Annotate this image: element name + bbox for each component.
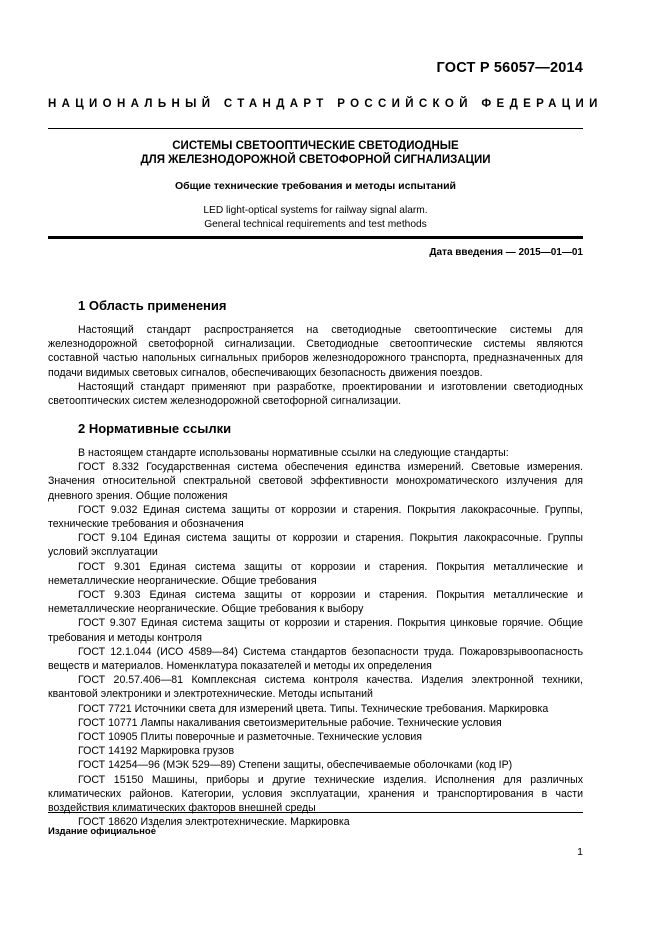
english-title [48,204,583,232]
section-2-heading: 2 Нормативные ссылки [78,421,232,436]
reference-item: ГОСТ 14254—96 (МЭК 529—89) Степени защиты, обеспечиваемые оболочками (код IP) [78,759,513,772]
introduction-date: Дата введения — 2015—01—01 [429,247,583,258]
reference-item: ГОСТ 9.307 Единая система защиты от коррозии и старения. Покрытия цинковые горячие. Общие требования и методы контроля [48,617,583,644]
reference-item: ГОСТ 9.303 Единая система защиты от коррозии и старения. Покрытия металлические и неметаллические неорганические. Общие требования к выбору [48,589,583,616]
reference-item: ГОСТ 18620 Изделия электротехнические. Маркировка [78,816,350,829]
reference-item: ГОСТ 7721 Источники света для измерений цвета. Типы. Технические требования. Маркировка [78,702,549,715]
reference-item: ГОСТ 12.1.044 (ИСО 4589—84) Система стандартов безопасности труда. Пожаровзрывоопасность веществ и материалов. Номенклатура показателей и методы их определения [48,645,583,673]
gost-number: ГОСТ Р 56057—2014 [436,60,583,76]
paragraph: Настоящий стандарт распространяется на светодиодные светооптические системы для железнодорожной светофорной сигнализации. Светодиодные светооптические системы являются составной частью напольных сигнальных приборов железнодорожного транспорта, предназначенных для подачи видимых световых сигналов, обеспечивающих безопасность движения поездов. [48,324,583,379]
english-title-line: LED light-optical systems for railway signal alarm. [203,205,428,216]
reference-item: ГОСТ 8.332 Государственная система обеспечения единства измерений. Световые измерения. Значения относительной спектральной световой эффективности монохроматического излучения для дневного зрения. Общие положения [48,461,583,502]
reference-item: ГОСТ 20.57.406—81 Комплексная система контроля качества. Изделия электронной техники, квантовой электроники и электротехнические. Методы испытаний [48,674,583,701]
english-title-line: General technical requirements and test methods [204,219,427,230]
document-subtitle: Общие технические требования и методы испытаний [175,180,456,192]
title-line: СИСТЕМЫ СВЕТООПТИЧЕСКИЕ СВЕТОДИОДНЫЕ [172,140,459,152]
divider-line [48,128,583,129]
title-line: ДЛЯ ЖЕЛЕЗНОДОРОЖНОЙ СВЕТОФОРНОЙ СИГНАЛИЗАЦИИ [140,154,491,166]
page-number: 1 [577,846,583,858]
thick-divider [48,236,583,239]
reference-item: ГОСТ 14192 Маркировка грузов [78,745,235,758]
official-edition-label: Издание официальное [48,826,156,837]
reference-item: ГОСТ 15150 Машины, приборы и другие технические изделия. Исполнения для различных климатических районов. Категории, условия эксплуатации, хранения и транспортирования в части воздействия климатических факторов внешней среды [48,773,583,815]
paragraph: В настоящем стандарте использованы нормативные ссылки на следующие стандарты: [78,447,509,459]
section-1-heading: 1 Область применения [78,298,227,313]
reference-item: ГОСТ 9.104 Единая система защиты от коррозии и старения. Покрытия лакокрасочные. Группы условий эксплуатации [48,532,583,559]
national-standard-heading: НАЦИОНАЛЬНЫЙ СТАНДАРТ РОССИЙСКОЙ ФЕДЕРАЦИИ [48,98,603,110]
section-1-body [48,323,583,408]
footer-divider [48,812,583,813]
document-title [48,139,583,167]
reference-item: ГОСТ 10771 Лампы накаливания светоизмерительные рабочие. Технические условия [78,716,502,729]
paragraph: Настоящий стандарт применяют при разработке, проектировании и изготовлении светодиодных светооптических систем железнодорожной светофорной сигнализации. [48,380,583,408]
reference-item: ГОСТ 9.301 Единая система защиты от коррозии и старения. Покрытия металлические и неметаллические неорганические. Общие требования [48,560,583,587]
section-2-body [48,446,583,829]
reference-item: ГОСТ 9.032 Единая система защиты от коррозии и старения. Покрытия лакокрасочные. Группы, технические требования и обозначения [48,503,583,531]
reference-item: ГОСТ 10905 Плиты поверочные и разметочные. Технические условия [78,731,423,744]
